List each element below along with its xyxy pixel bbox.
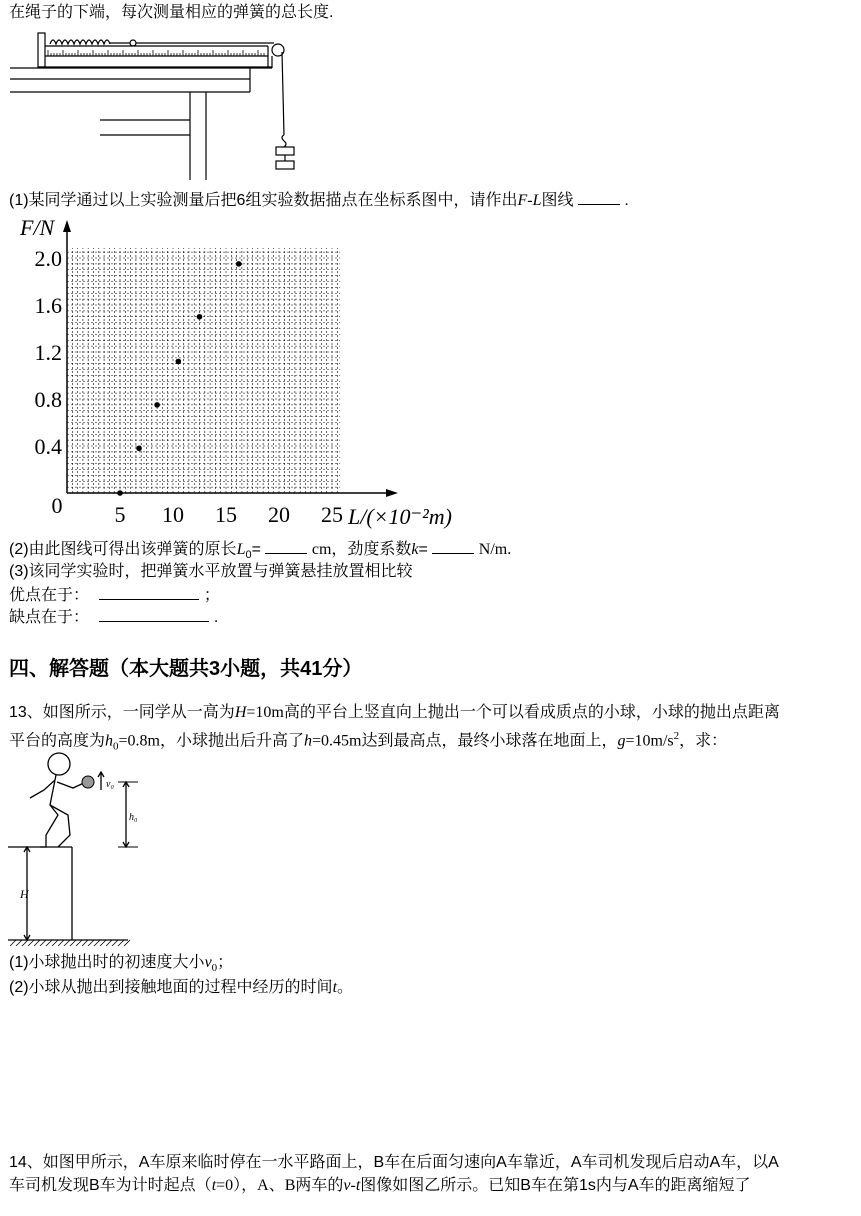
q13-l2b: =0.8m，小球抛出后升高了 (118, 732, 304, 750)
q13-l2a: 平台的高度为 (9, 732, 106, 750)
q14-l2a: 车司机发现B车为计时起点（ (9, 1177, 212, 1194)
advantage-line (9, 585, 220, 606)
adv-end: ； (203, 587, 220, 604)
q14-t: t (211, 1177, 217, 1194)
x-tick-label: 5 (114, 502, 126, 527)
x-tick-label: 15 (215, 502, 237, 527)
H-label: H (20, 887, 29, 901)
intro-text: 在绳子的下端，每次测量相应的弹簧的总长度. (9, 4, 334, 21)
q13-l1a: 13、如图所示，一同学从一高为 (9, 704, 235, 721)
q2-unit2: N/m. (478, 541, 512, 558)
data-point (136, 446, 142, 452)
data-point (236, 261, 242, 267)
q14-l2b: =0），A、B两车的 (216, 1177, 344, 1194)
q13-v0: v (204, 954, 212, 971)
q1-var: F-L (517, 192, 542, 209)
dis-end: . (213, 609, 219, 626)
q2-pre: (2)由此图线可得出该弹簧的原长 (9, 541, 237, 558)
q2-sym: L (236, 541, 246, 558)
q13-l2e: ，求： (679, 732, 728, 750)
q13-l1b: =10m高的平台上竖直向上抛出一个可以看成质点的小球，小球的抛出点距离 (246, 704, 780, 721)
y-axis-arrow (63, 220, 71, 232)
throw-ball-figure (8, 750, 138, 950)
y-tick-label: 0.4 (34, 434, 62, 459)
f-l-chart (0, 210, 470, 530)
y-tick-label: 0.8 (34, 387, 62, 412)
data-point (176, 359, 182, 365)
q14-line-2 (9, 1176, 751, 1196)
q13-H: H (234, 704, 247, 721)
q14-line-1: 14、如图甲所示，A车原来临时停在一水平路面上，B车在后面匀速向A车靠近，A车司机发现后启动A车，以A (9, 1154, 779, 1171)
y-tick-label: 1.2 (34, 340, 62, 365)
data-point (197, 314, 203, 320)
stiffness-blank[interactable] (432, 539, 474, 554)
question-3: (3)该同学实验时，把弹簧水平放置与弹簧悬挂放置相比较 (9, 563, 413, 580)
answer-blank[interactable] (578, 190, 620, 205)
q13-p1a: (1)小球抛出时的初速度大小 (9, 954, 205, 971)
ball (82, 776, 94, 788)
q13-h0-sub: 0 (113, 740, 119, 753)
x-tick-label: 20 (268, 502, 290, 527)
x-axis-label: L/(×10⁻²m) (348, 504, 452, 529)
q13-p1b: ； (217, 954, 234, 971)
data-point (117, 490, 123, 496)
y-tick-label: 1.6 (34, 293, 62, 318)
disadvantage-blank[interactable] (99, 607, 209, 622)
x-axis-arrow (386, 489, 398, 497)
q13-h0: h (105, 732, 114, 750)
q13-h: h (304, 732, 312, 750)
y-axis-label: F/N (20, 215, 55, 240)
h0-label: h₀ (129, 812, 138, 823)
q13-l2d: =10m/s (625, 732, 674, 750)
advantage-blank[interactable] (99, 585, 199, 600)
origin-label: 0 (51, 493, 63, 518)
q2-eq: = (251, 541, 261, 558)
q1-tail: 图线 (541, 192, 574, 209)
q2-unit1: cm，劲度系数 (311, 541, 412, 558)
question-1 (9, 190, 629, 211)
q13-part-1 (9, 953, 233, 978)
data-point (154, 402, 160, 408)
v0-label: v₀ (106, 779, 114, 790)
q13-part-2 (9, 978, 353, 998)
q13-l2c: =0.45m达到最高点，最终小球落在地面上， (312, 732, 618, 750)
q14-l2c: 图像如图乙所示。已知B车在第1s内与A车的距离缩短了 (360, 1177, 751, 1194)
section-heading: 四、解答题（本大题共3小题，共41分） (9, 658, 363, 680)
q13-line-1 (9, 703, 780, 723)
disadvantage-line (9, 607, 218, 628)
q13-g: g (617, 732, 626, 750)
y-tick-label: 2.0 (34, 246, 62, 271)
spring-apparatus-figure (10, 30, 300, 182)
q13-t: t (332, 979, 338, 996)
adv-label: 优点在于： (9, 587, 90, 604)
q13-p2b: 。 (337, 979, 354, 996)
q13-sq: 2 (673, 730, 680, 742)
q2-k: k (411, 541, 419, 558)
q2-sub: 0 (245, 549, 252, 562)
person-head (48, 753, 70, 775)
q13-v0-sub: 0 (211, 962, 218, 975)
x-tick-label: 10 (162, 502, 184, 527)
q14-vt: v-t (343, 1177, 361, 1194)
q1-end: . (624, 192, 629, 209)
q1-text: (1)某同学通过以上实验测量后把6组实验数据描点在坐标系图中，请作出 (9, 192, 518, 209)
length-blank[interactable] (265, 539, 307, 554)
x-tick-label: 25 (321, 502, 343, 527)
q2-eq2: = (418, 541, 428, 558)
dis-label: 缺点在于： (9, 609, 90, 626)
q13-p2a: (2)小球从抛出到接触地面的过程中经历的时间 (9, 979, 333, 996)
